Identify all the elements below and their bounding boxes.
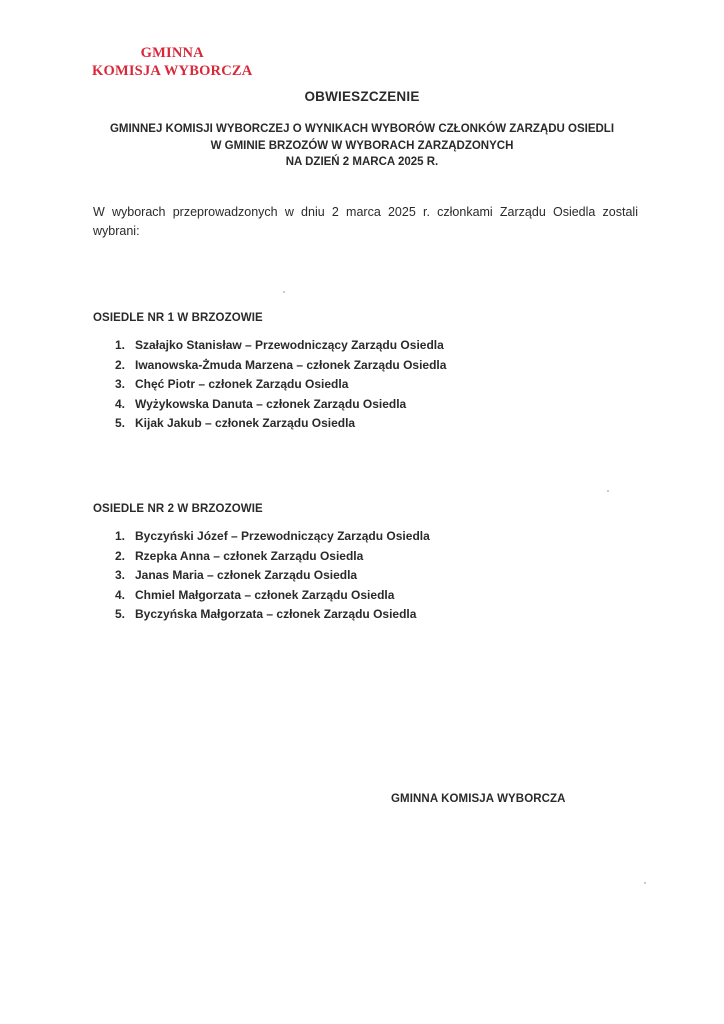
- list-item: 5. Byczyńska Małgorzata – członek Zarządu Osiedla: [115, 607, 417, 622]
- stamp-line-2: KOMISJA WYBORCZA: [92, 63, 253, 79]
- subtitle-line-1: GMINNEJ KOMISJI WYBORCZEJ O WYNIKACH WYBORÓW CZŁONKÓW ZARZĄDU OSIEDLI: [109, 123, 615, 135]
- list-item: 1. Szałajko Stanisław – Przewodniczący Zarządu Osiedla: [115, 338, 444, 352]
- signature: GMINNA KOMISJA WYBORCZA: [391, 793, 566, 805]
- document-subtitle: [0, 121, 724, 171]
- section-osiedle-2: [93, 503, 653, 625]
- scan-speck: [283, 291, 285, 293]
- member-list: [93, 336, 653, 434]
- section-osiedle-1: [93, 312, 653, 434]
- list-item: 4. Wyżykowska Danuta – członek Zarządu Osiedla: [115, 396, 407, 411]
- section-heading: OSIEDLE NR 1 W BRZOZOWIE: [93, 312, 263, 324]
- list-item: 3. Janas Maria – członek Zarządu Osiedla: [115, 568, 358, 583]
- commission-stamp: [92, 44, 252, 80]
- stamp-line-1: GMINNA: [140, 45, 204, 61]
- list-item: 2. Rzepka Anna – członek Zarządu Osiedla: [115, 548, 364, 563]
- scan-speck: [607, 490, 609, 492]
- list-item: 1. Byczyński Józef – Przewodniczący Zarządu Osiedla: [115, 529, 430, 543]
- list-item: 3. Chęć Piotr – członek Zarządu Osiedla: [115, 377, 349, 392]
- subtitle-line-2: W GMINIE BRZOZÓW W WYBORACH ZARZĄDZONYCH: [210, 139, 514, 152]
- document-title: OBWIESZCZENIE: [304, 89, 420, 104]
- intro-paragraph: W wyborach przeprowadzonych w dniu 2 marca 2025 r. członkami Zarządu Osiedla zostali wybrani:: [93, 205, 638, 238]
- scan-speck: [644, 882, 646, 884]
- member-list: [93, 527, 653, 625]
- section-heading: OSIEDLE NR 2 W BRZOZOWIE: [93, 503, 263, 515]
- subtitle-line-3: NA DZIEŃ 2 MARCA 2025 R.: [285, 156, 439, 168]
- list-item: 5. Kijak Jakub – członek Zarządu Osiedla: [115, 416, 356, 431]
- list-item: 4. Chmiel Małgorzata – członek Zarządu Osiedla: [115, 587, 395, 602]
- list-item: 2. Iwanowska-Żmuda Marzena – członek Zarządu Osiedla: [115, 357, 447, 372]
